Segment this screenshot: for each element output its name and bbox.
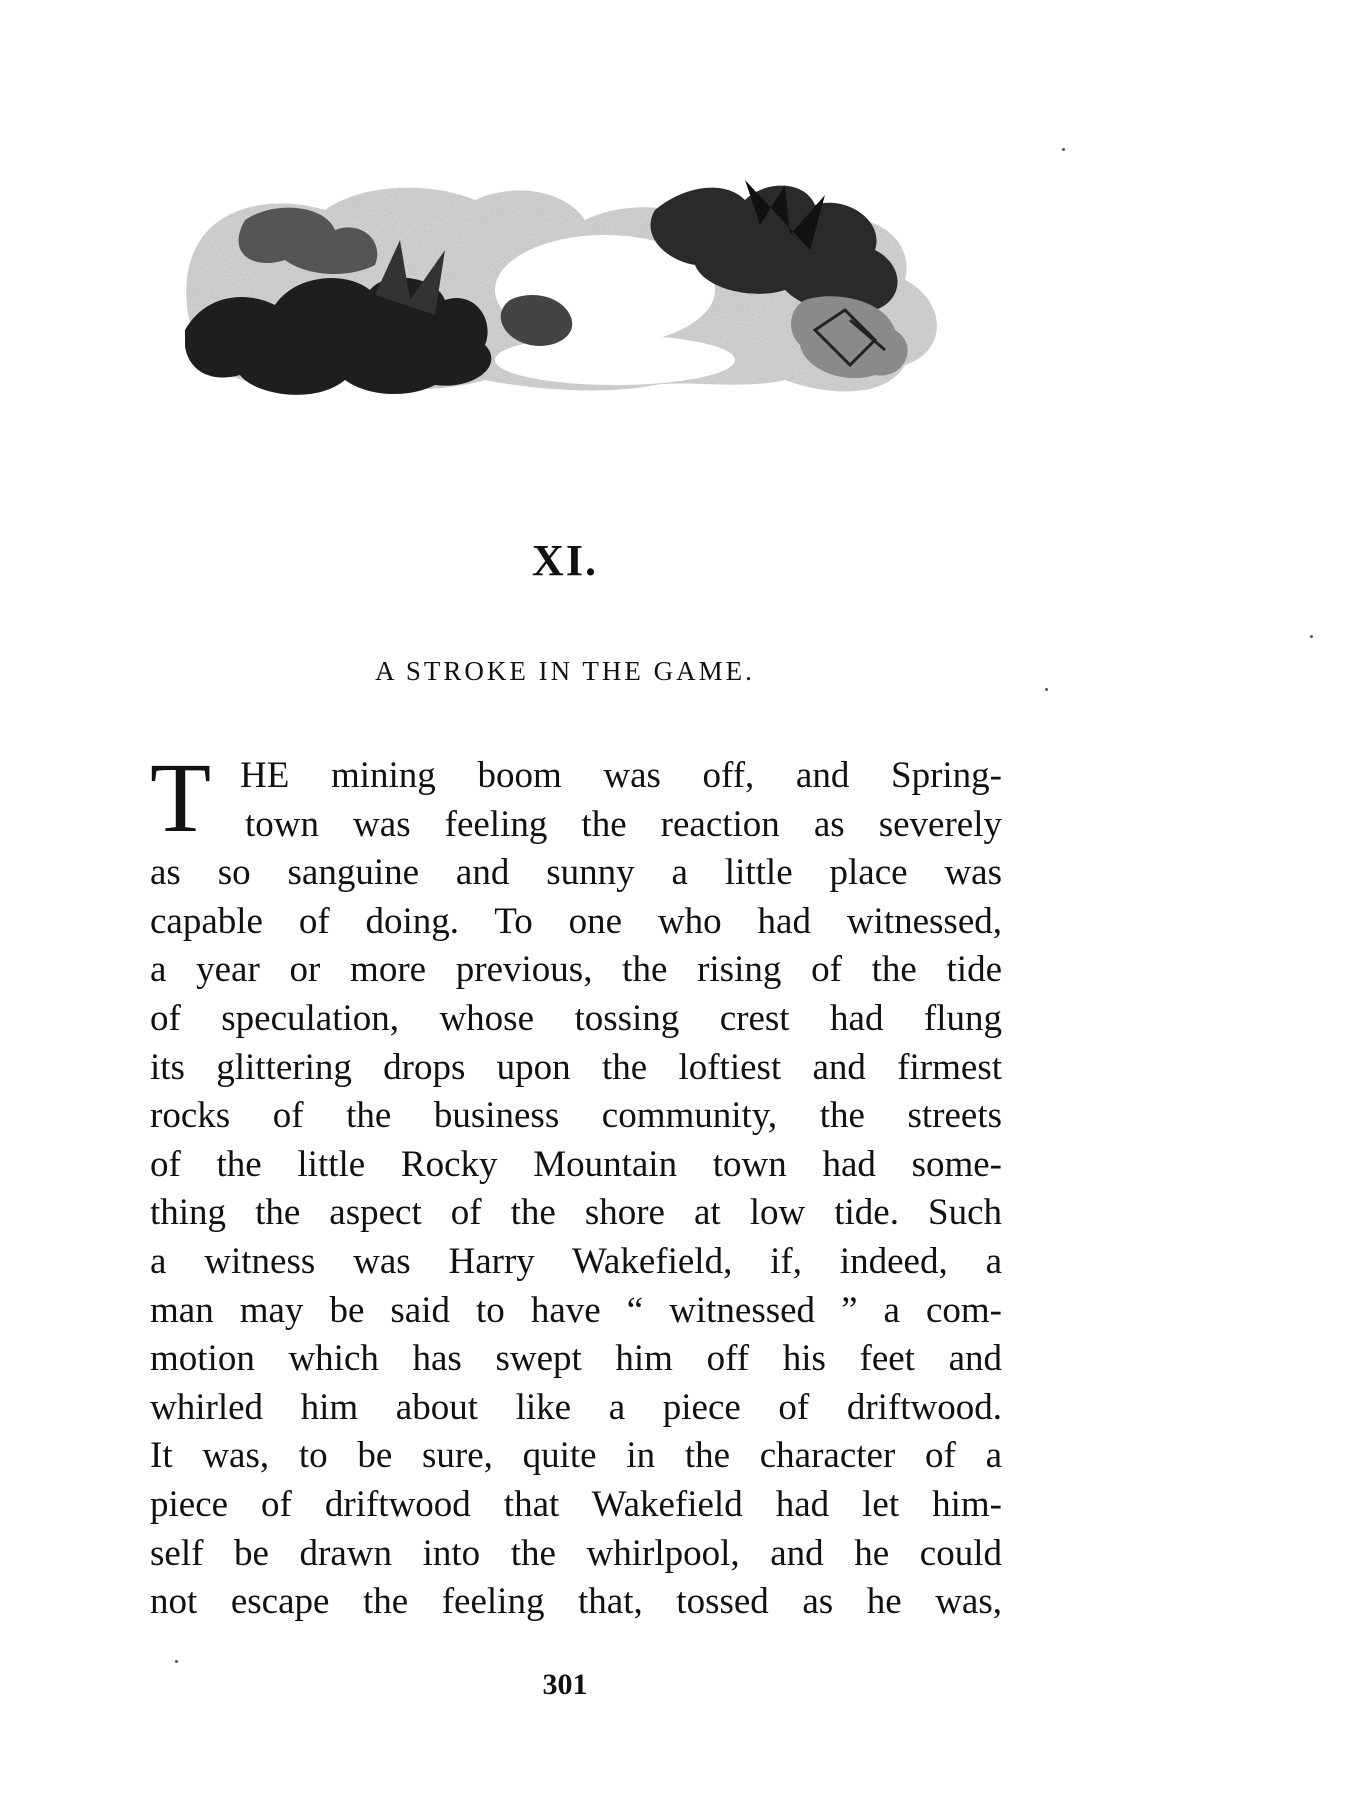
drop-cap: T: [150, 742, 212, 853]
text-line: town was feeling the reaction as severely: [245, 803, 1002, 845]
text-line: a year or more previous, the rising of the tide: [150, 949, 1002, 991]
text-line: a witness was Harry Wakefield, if, indeed, a: [150, 1240, 1002, 1282]
paper-speck: [1310, 635, 1313, 638]
floral-vignette-icon: [185, 180, 955, 430]
text-line: self be drawn into the whirlpool, and he could: [150, 1532, 1002, 1574]
text-line: HE mining boom was off, and Spring-: [240, 755, 1002, 796]
text-line: capable of doing. To one who had witnessed,: [150, 900, 1002, 942]
text-line: as so sanguine and sunny a little place was: [150, 852, 1002, 894]
paper-speck: [1062, 148, 1065, 151]
chapter-text: [150, 742, 1002, 1627]
text-line: not escape the feeling that, tossed as he was,: [150, 1581, 1002, 1623]
paper-speck: [1045, 688, 1048, 691]
text-line: of the little Rocky Mountain town had some-: [150, 1143, 1002, 1185]
text-line: man may be said to have “ witnessed ” a com-: [150, 1289, 1002, 1331]
text-line: whirled him about like a piece of driftwood.: [150, 1386, 1002, 1428]
chapter-number: XI.: [532, 536, 598, 585]
paper-speck: [175, 1660, 178, 1663]
text-line: rocks of the business community, the streets: [150, 1095, 1002, 1137]
text-line: its glittering drops upon the loftiest and firmest: [150, 1046, 1002, 1088]
chapter-title: A STROKE IN THE GAME.: [375, 656, 755, 686]
text-line: piece of driftwood that Wakefield had let him-: [150, 1483, 1002, 1525]
text-line: of speculation, whose tossing crest had flung: [150, 997, 1002, 1039]
text-line: It was, to be sure, quite in the character of a: [150, 1435, 1002, 1477]
text-line: thing the aspect of the shore at low tide. Such: [150, 1192, 1002, 1234]
text-line: motion which has swept him off his feet and: [150, 1338, 1002, 1380]
page-number: 301: [542, 1668, 588, 1701]
